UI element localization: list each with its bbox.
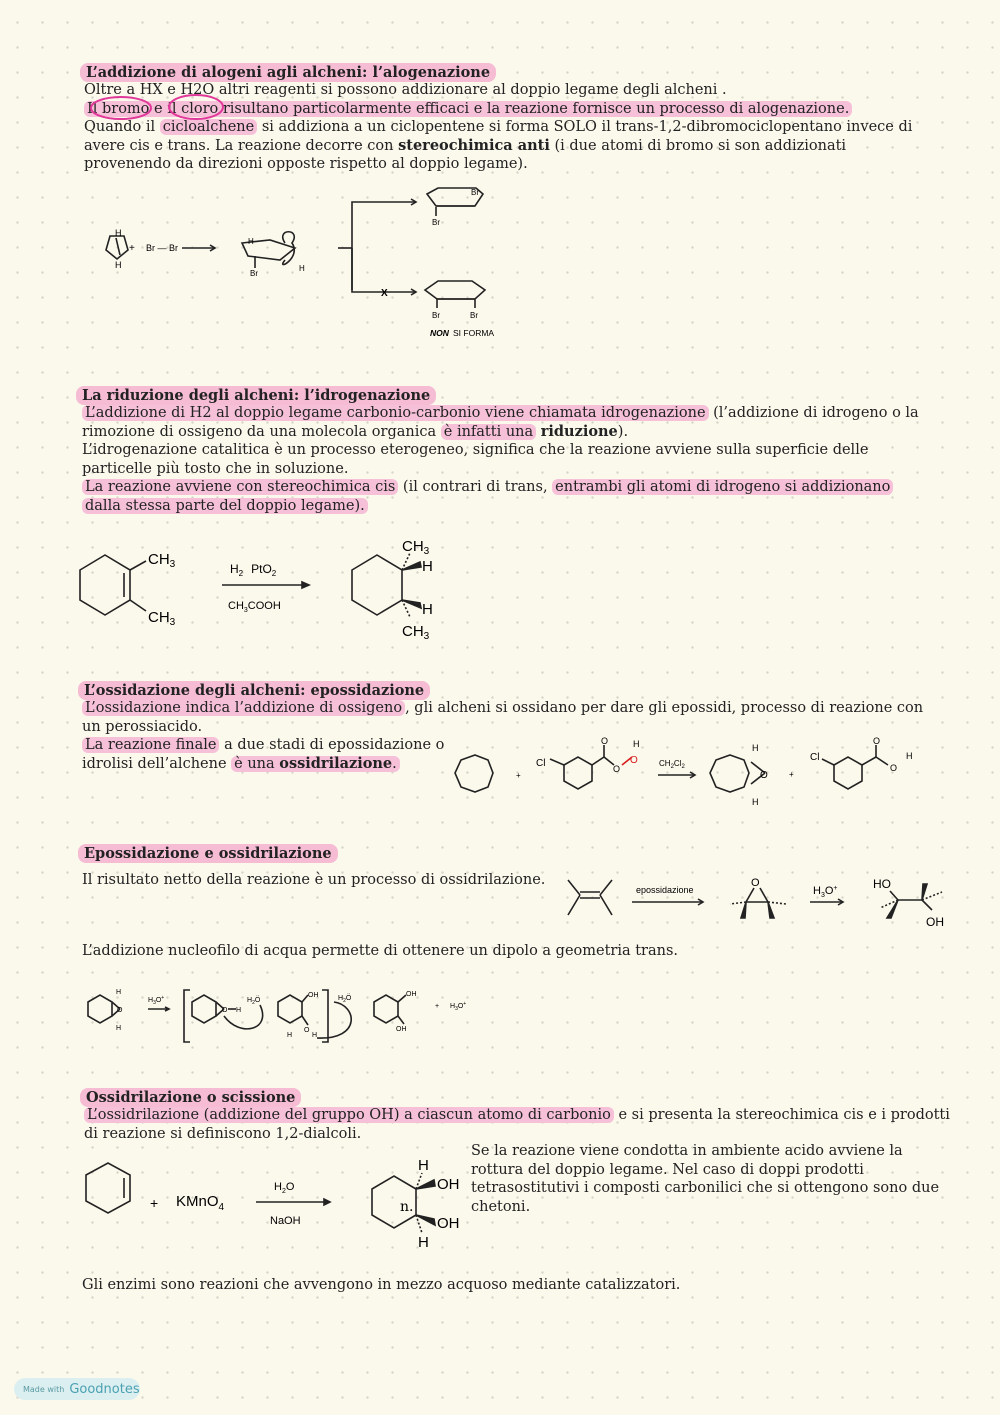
scissione-side-note: [471, 1142, 939, 1216]
ch3-label: $CH_3$: [148, 551, 176, 570]
atom-label-o: O: [222, 1007, 228, 1014]
highlight-cis: La reazione avviene con stereochimica cis: [82, 479, 398, 495]
atom-label-h: H: [236, 1007, 242, 1014]
atom-label-h: H: [422, 558, 433, 575]
reagent-h3o: $H_3O^+$: [148, 995, 165, 1006]
paragraph-line: Gli enzimi sono reazioni che avvengono in mezzo acquoso mediante catalizzatori.: [82, 1277, 681, 1293]
solvent-ch2cl2: $CH_2Cl_2$: [659, 759, 685, 770]
bold-riduzione: riduzione: [540, 422, 618, 440]
text-span: e si presenta la stereochimica cis e i prodotti: [618, 1107, 950, 1123]
text-span: Quando il: [84, 119, 156, 135]
atom-label-ho: HO: [873, 877, 891, 891]
atom-label-h: H: [418, 1234, 429, 1251]
text-span: avere cis e trans. La reazione decorre con: [84, 137, 394, 154]
label-si-forma: SI FORMA: [453, 328, 495, 338]
diol-ring: [374, 995, 398, 1023]
cyclohexane-ring: [352, 555, 402, 615]
atom-label-o: O: [751, 877, 760, 889]
ossidrilazione-scheme: [560, 870, 980, 940]
reagent-kmno4: KMnO$_4$: [176, 1193, 225, 1213]
atom-label-br: Br: [470, 311, 478, 320]
reagent-naoh: NaOH: [270, 1215, 301, 1227]
nucleophilic-addition-scheme: [82, 980, 502, 1050]
plus-sign: +: [129, 243, 135, 254]
bracket-left: [184, 990, 190, 1042]
atom-label-oh: OH: [437, 1215, 460, 1232]
idrogenazione-scheme: [80, 535, 480, 645]
highlight-text: dalla stessa parte del doppio legame).: [82, 498, 368, 514]
bracket-right: [322, 990, 328, 1042]
atom-label-br: Br: [432, 311, 440, 320]
benzene-ring: [564, 757, 592, 789]
atom-label-o: O: [890, 763, 898, 773]
section-title-alogenazione: L’addizione di alogeni agli alcheni: l’alogenazione: [80, 63, 496, 82]
paragraph-line: chetoni.: [471, 1198, 531, 1215]
atom-label-oh: OH: [406, 991, 417, 998]
atom-label-h: H: [115, 228, 122, 238]
text-span: rimozione di ossigeno da una molecola organica: [82, 423, 437, 440]
paragraph-line: tetrasostitutivi i composti carbonilici che si ottengono sono due: [471, 1180, 940, 1196]
epoxide-ring: [88, 995, 112, 1023]
plus-sign: +: [435, 1003, 440, 1010]
label-non: NON: [430, 328, 449, 338]
atom-label-h: H: [633, 739, 640, 749]
highlight-text: entrambi gli atomi di idrogeno si addizionano: [552, 479, 893, 495]
atom-label-h: H: [115, 260, 122, 270]
kmno4-scheme: [82, 1153, 472, 1253]
paragraph-line: Oltre a HX e H2O altri reagenti si possono addizionare al doppio legame degli alcheni .: [84, 82, 727, 98]
cis-dibromo-ring: [425, 281, 485, 299]
atom-label-h: H: [418, 1157, 429, 1174]
atom-label-o: O: [760, 770, 768, 781]
atom-label-oh: OH: [308, 992, 319, 999]
atom-label-cl: Cl: [536, 758, 546, 769]
paragraph-line: L’addizione nucleofilo di acqua permette di ottenere un dipolo a geometria trans.: [82, 943, 679, 959]
reagent-h3o: $H_3O^+$: [813, 885, 838, 899]
bold-stereochimica-anti: stereochimica anti: [398, 136, 550, 154]
paragraph-line: particelle più tosto che in soluzione.: [82, 460, 349, 477]
reagent-h2o: $H_2Ö$: [338, 995, 352, 1004]
brand-label: Goodnotes: [69, 1381, 140, 1397]
cycloheptene-ring: [455, 755, 493, 792]
text-span: (l’addizione di idrogeno o la: [713, 405, 919, 421]
section-title-epossidazione: L’ossidazione degli alcheni: epossidazione: [78, 681, 430, 700]
reagent-h2-pto2: $H_2$ PtO$_2$: [230, 562, 277, 578]
paragraph-line: Se la reazione viene condotta in ambiente acido avviene la: [471, 1143, 903, 1159]
atom-label-h: H: [752, 797, 759, 807]
ch3-label: $CH_3$: [402, 623, 430, 642]
paragraph-line: rottura del doppio legame. Nel caso di doppi prodotti: [471, 1161, 864, 1178]
section-title-scissione: Ossidrilazione o scissione: [80, 1088, 301, 1107]
epoxide-ring: [710, 755, 749, 792]
text-span: (il contrari di trans,: [402, 479, 548, 495]
atom-label-oh: OH: [926, 915, 944, 929]
oxonium-ring: [192, 995, 216, 1023]
text-span: a due stadi di epossidazione o: [224, 737, 445, 753]
handwritten-circles: [0, 0, 1000, 140]
atom-label-h: H: [287, 1032, 293, 1039]
atom-label-h: H: [422, 601, 433, 618]
epossidazione-scheme: [450, 735, 970, 815]
plus-sign: +: [516, 771, 521, 780]
product-h3o: $H_3O^+$: [450, 1001, 467, 1012]
highlight-ossidrilazione: [231, 756, 400, 772]
atom-label-o: O: [601, 736, 609, 746]
ch3-label: $CH_3$: [402, 538, 430, 557]
section-title-epossidazione-ossidrilazione: Epossidazione e ossidrilazione: [78, 844, 338, 863]
atom-label-cl: Cl: [810, 752, 820, 763]
highlight-cicloalchene: cicloalchene: [160, 119, 258, 135]
plus-sign: +: [789, 770, 794, 779]
atom-label-br: Br: [432, 218, 440, 227]
atom-label-h: H: [248, 237, 254, 246]
text-span: .: [392, 755, 397, 772]
handwritten-n: n.: [400, 1199, 414, 1215]
atom-label-h: H: [299, 264, 305, 273]
atom-label-o: O: [873, 736, 881, 746]
plus-sign: +: [150, 1195, 159, 1211]
paragraph-line: un perossiacido.: [82, 718, 203, 735]
atom-label-o: O: [613, 764, 621, 774]
atom-label-h: H: [116, 1025, 122, 1032]
circle-cloro: [169, 95, 223, 119]
branch-bottom: [352, 248, 415, 292]
paragraph-line: Il risultato netto della reazione è un processo di ossidrilazione.: [82, 872, 546, 888]
atom-label-h: H: [752, 743, 759, 753]
reagent-br2: Br — Br: [146, 243, 179, 253]
bold-ossidrilazione: ossidrilazione: [279, 754, 393, 772]
atom-label-o-red: O: [630, 755, 638, 766]
protonated-ring: [278, 995, 302, 1023]
cross-mark: X: [381, 288, 388, 299]
idrogenazione-text: [82, 404, 919, 515]
benzene-ring: [834, 757, 862, 789]
atom-label-oh: OH: [437, 1176, 460, 1193]
paragraph-line: L’idrogenazione catalitica è un processo eterogeneo, significa che la reazione avviene sulla superficie delle: [82, 442, 869, 458]
orbital-lobes: [283, 232, 295, 265]
text-span: , gli alcheni si ossidano per dare gli epossidi, processo di reazione con: [405, 700, 924, 716]
text-span: ).: [617, 423, 629, 440]
atom-label-h: H: [312, 1032, 318, 1039]
atom-label-h: H: [906, 751, 913, 761]
reagent-h2o: $H_2Ö$: [247, 997, 261, 1006]
text-span: si addiziona a un ciclopentene si forma SOLO il trans-1,2-dibromociclopentano invece di: [261, 119, 913, 135]
ch3-label: $CH_3$: [148, 609, 176, 628]
circle-bromo: [91, 97, 151, 119]
label-epossidazione: epossidazione: [636, 885, 694, 895]
paragraph-line: di reazione si definiscono 1,2-dialcoli.: [84, 1125, 362, 1142]
reagent-h2o: $H_2O$: [274, 1181, 295, 1195]
highlight-bromo-cloro: Il bromo e il cloro risultano particolarmente efficaci e la reazione fornisce un processo di alogenazione.: [84, 101, 852, 117]
highlight-ossigeno: L’ossidazione indica l’addizione di ossigeno: [82, 700, 405, 716]
made-with-label: Made with: [23, 1384, 65, 1394]
text-span: idrolisi dell’alchene: [82, 755, 227, 772]
curved-arrow: [317, 1002, 351, 1038]
atom-label-oh: OH: [396, 1026, 407, 1033]
atom-label-o: O: [304, 1027, 310, 1034]
atom-label-h: H: [116, 989, 122, 996]
solvent-ch3cooh: $CH_3COOH$: [228, 600, 281, 614]
branch-top: [352, 202, 385, 290]
section-title-idrogenazione: La riduzione degli alcheni: l’idrogenazione: [76, 386, 436, 405]
text-span: è una: [234, 755, 275, 772]
highlight-idrogenazione: L’addizione di H2 al doppio legame carbonio-carbonio viene chiamata idrogenazione: [82, 405, 709, 421]
highlight-ossidrilazione: L’ossidrilazione (addizione del gruppo OH) a ciascun atomo di carbonio: [84, 1107, 614, 1123]
atom-label-br: Br: [471, 188, 479, 197]
scissione-text: [84, 1106, 950, 1143]
highlight-text: è infatti una: [441, 424, 536, 440]
paragraph-line: provenendo da direzioni opposte rispetto al doppio legame).: [84, 156, 528, 172]
cyclohexene-ring: [80, 555, 130, 615]
text-span: (i due atomi di bromo si son addizionati: [554, 137, 847, 154]
atom-label-br: Br: [250, 269, 258, 278]
alogenazione-scheme: [70, 180, 570, 340]
highlight-text: La reazione finale: [82, 737, 219, 753]
goodnotes-badge: [14, 1378, 140, 1400]
atom-label-o: O: [117, 1007, 123, 1014]
